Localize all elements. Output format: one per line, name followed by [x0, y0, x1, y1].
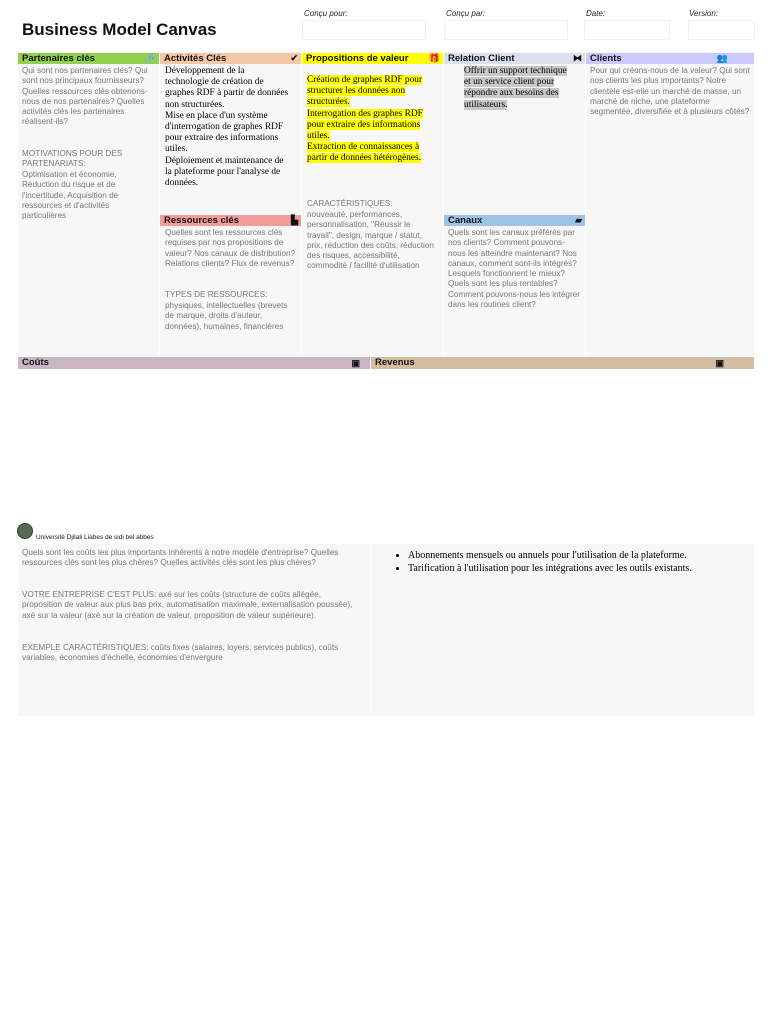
partners-motivations-title: MOTIVATIONS POUR DES PARTENARIATS: — [22, 149, 123, 169]
date-label: Date: — [586, 9, 606, 18]
grid-divider — [301, 52, 302, 356]
activities-header: Activités Clés ✔ — [160, 53, 301, 64]
activity-item: Développement de la technologie de création de graphes RDF à partir de données non structurées. — [165, 66, 289, 110]
revenue-list — [394, 550, 692, 575]
card-icon: ▣ — [351, 358, 360, 368]
value-characteristics: nouveauté, performances, personnalisation, "Réussir le travail", design, marque / statut, prix, réduction des coûts, réduction des risques, accessibilité, commodité / facilité d'utilisation — [307, 210, 434, 271]
page-title: Business Model Canvas — [22, 20, 217, 39]
clients-header: Clients 👥 — [586, 53, 754, 64]
link-icon: 🔗 — [144, 53, 156, 63]
people-link-icon: ⧓ — [573, 53, 582, 63]
resources-header: Ressources clés ▙ — [160, 215, 301, 226]
university-logo-icon — [17, 523, 33, 539]
truck-icon: ▰ — [575, 215, 582, 225]
costs-questions: Quels sont les coûts les plus importants inhérents à notre modèle d'entreprise? Quelles ressources clés sont les plus chères? Quelles activités clés sont les plus chères? — [22, 548, 339, 568]
gift-icon: 🎁 — [428, 53, 440, 63]
version-field[interactable] — [688, 20, 755, 40]
costs-example: coûts fixes (salaires, loyers, services publics), coûts variables, économies d'échelle, économies d'envergure — [22, 643, 339, 663]
value-characteristics-title: CARACTÉRISTIQUES: — [307, 199, 393, 208]
revenue-item: • Abonnements mensuels ou annuels pour l'utilisation de la plateforme. — [408, 550, 692, 563]
grid-divider — [443, 52, 444, 356]
costs-box — [18, 544, 370, 716]
value-header: Propositions de valeur 🎁 — [302, 53, 443, 64]
costs-driven-block — [22, 590, 362, 621]
university-name: Université Djilali Liabes de sidi bel abbes — [36, 534, 154, 541]
channels-header: Canaux ▰ — [444, 215, 585, 226]
revenue-item: • Tarification à l'utilisation pour les intégrations avec les outils existants. — [408, 563, 692, 576]
cash-icon: ▣ — [715, 358, 724, 368]
partners-motivations: Optimisation et économie, Réduction du risque et de l'incertitude, Acquisition de ressources et d'activités particulières — [22, 170, 119, 221]
activity-item: Déploiement et maintenance de la plateforme pour l'analyse de données. — [165, 155, 284, 189]
costs-driven-title: VOTRE ENTREPRISE C'EST PLUS: — [22, 590, 157, 599]
clients-questions: Pour qui créons-nous de la valeur? Qui sont nos clients les plus importants? Notre clientèle est-elle un marché de masse, un marché de niche, une plateforme segmentée, diversifiée et à plusieurs côtés? — [590, 66, 750, 117]
designed-by-field[interactable] — [444, 20, 568, 40]
activities-list — [165, 66, 290, 189]
designed-by-label: Conçu par: — [446, 9, 486, 18]
value-item: Interrogation des graphes RDF pour extraire des informations utiles. — [307, 108, 423, 142]
check-circle-icon: ✔ — [290, 53, 298, 63]
relations-header: Relation Client ⧓ — [444, 53, 585, 64]
value-item: Création de graphes RDF pour structurer les données non structurées. — [307, 75, 423, 108]
partners-header: Partenaires clés 🔗 — [18, 53, 159, 64]
version-label: Version: — [689, 9, 719, 18]
factory-icon: ▙ — [291, 215, 298, 225]
activity-item: Mise en place d'un système d'interrogation de graphes RDF pour extraire des informations utiles. — [165, 110, 284, 155]
costs-header: Coûts ▣ — [18, 357, 370, 369]
grid-divider — [585, 52, 586, 356]
designed-for-label: Conçu pour: — [304, 9, 348, 18]
group-icon: 👥 — [716, 53, 728, 63]
date-field[interactable] — [584, 20, 670, 40]
relations-text: Offrir un support technique et un service client pour répondre aux besoins des utilisateurs. — [464, 66, 567, 110]
resources-types-title: TYPES DE RESSOURCES: — [165, 290, 268, 299]
costs-example-block — [22, 643, 362, 664]
revenue-header: Revenus ▣ — [371, 357, 754, 369]
resources-types: physiques, intellectuelles (brevets de marque, droits d'auteur, données), humaines, financières — [165, 301, 288, 331]
costs-driven: axé sur les coûts (structure de coûts allégée, proposition de valeur aux plus bas prix, automatisation maximale, externalisation poussée), axé sur la valeur (axé sur la création de valeur, proposition de valeur supérieure). — [22, 590, 353, 620]
costs-example-title: EXEMPLE CARACTÉRISTIQUES: — [22, 643, 149, 652]
value-item: Extraction de connaissances à partir de données hétérogènes. — [307, 142, 422, 164]
channels-questions: Quels sont les canaux préférés par nos clients? Comment pouvons-nous les atteindre maintenant? Nos canaux, comment sont-ils intégrés? Lesquels fonctionnent le mieux? Quels sont les plus rentables? Comment pouvons-nous les intégrer dans les routines client? — [448, 228, 580, 310]
resources-questions: Quelles sont les ressources clés requises par nos propositions de valeur? Nos canaux de distribution? Relations clients? Flux de revenus? — [165, 228, 296, 268]
grid-divider — [159, 52, 160, 356]
designed-for-field[interactable] — [302, 20, 426, 40]
partners-questions: Qui sont nos partenaires clés? Qui sont nos principaux fournisseurs? Quelles ressources clés obtenons-nous de nos partenaires? Quelles activités clés les partenaires réalisent-ils? — [22, 66, 148, 127]
relations-text-block — [464, 66, 574, 111]
value-list — [307, 75, 439, 165]
